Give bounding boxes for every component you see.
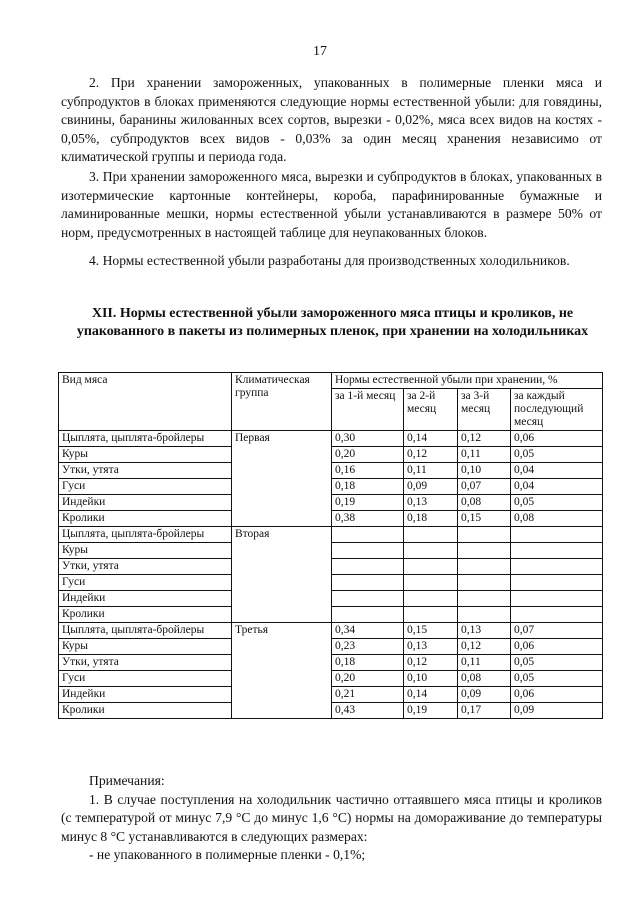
cell-next: 0,08 xyxy=(511,511,603,527)
cell-meat: Цыплята, цыплята-бройлеры xyxy=(59,623,232,639)
cell-next xyxy=(511,591,603,607)
note-item-2: - не упакованного в полимерные пленки - 0,1%; xyxy=(89,847,366,863)
cell-m3 xyxy=(458,575,511,591)
cell-meat: Утки, утята xyxy=(59,655,232,671)
cell-meat: Гуси xyxy=(59,671,232,687)
note-item-1: 1. В случае поступления на холодильник частично оттаявшего мяса птицы и кроликов (с температурой от минус 7,9 °С до минус 1,6 °С) нормы на домораживание до температуры минус 8 °С устанавливаются в следующих размерах: xyxy=(61,791,602,844)
cell-m3 xyxy=(458,607,511,623)
cell-m1: 0,20 xyxy=(332,671,404,687)
cell-meat: Куры xyxy=(59,543,232,559)
header-meat: Вид мяса xyxy=(59,373,232,431)
cell-m3: 0,15 xyxy=(458,511,511,527)
cell-m3 xyxy=(458,591,511,607)
cell-meat: Куры xyxy=(59,639,232,655)
cell-m2: 0,14 xyxy=(404,431,458,447)
cell-next xyxy=(511,575,603,591)
cell-m1 xyxy=(332,575,404,591)
cell-m3: 0,08 xyxy=(458,671,511,687)
cell-m3 xyxy=(458,543,511,559)
cell-m2: 0,11 xyxy=(404,463,458,479)
cell-m1: 0,18 xyxy=(332,655,404,671)
cell-m3 xyxy=(458,527,511,543)
cell-m2 xyxy=(404,591,458,607)
cell-next: 0,06 xyxy=(511,431,603,447)
cell-next: 0,05 xyxy=(511,671,603,687)
cell-meat: Цыплята, цыплята-бройлеры xyxy=(59,527,232,543)
notes-title: Примечания: xyxy=(89,773,165,788)
cell-meat: Гуси xyxy=(59,479,232,495)
cell-meat: Утки, утята xyxy=(59,559,232,575)
cell-m3: 0,13 xyxy=(458,623,511,639)
cell-m1: 0,34 xyxy=(332,623,404,639)
cell-m2: 0,09 xyxy=(404,479,458,495)
table-row xyxy=(59,623,603,639)
cell-m2: 0,13 xyxy=(404,495,458,511)
cell-m2: 0,10 xyxy=(404,671,458,687)
cell-meat: Индейки xyxy=(59,687,232,703)
header-month1: за 1-й месяц xyxy=(332,389,404,431)
table-header-row xyxy=(59,373,603,389)
cell-next xyxy=(511,607,603,623)
cell-meat: Кролики xyxy=(59,511,232,527)
header-each-next: за каждый последующий месяц xyxy=(511,389,603,431)
table-row xyxy=(59,527,603,543)
cell-meat: Кролики xyxy=(59,703,232,719)
cell-next: 0,06 xyxy=(511,639,603,655)
cell-m3: 0,17 xyxy=(458,703,511,719)
cell-m2 xyxy=(404,559,458,575)
page-number: 17 xyxy=(313,44,327,59)
cell-m1: 0,18 xyxy=(332,479,404,495)
cell-meat: Куры xyxy=(59,447,232,463)
cell-m1: 0,20 xyxy=(332,447,404,463)
cell-m1 xyxy=(332,591,404,607)
cell-m2 xyxy=(404,575,458,591)
cell-climate: Вторая xyxy=(232,527,332,623)
cell-m1: 0,30 xyxy=(332,431,404,447)
cell-m2 xyxy=(404,527,458,543)
cell-m2: 0,15 xyxy=(404,623,458,639)
cell-m2 xyxy=(404,607,458,623)
cell-m1: 0,19 xyxy=(332,495,404,511)
cell-m2: 0,12 xyxy=(404,447,458,463)
section-heading: XII. Нормы естественной убыли замороженного мяса птицы и кроликов, не упакованного в пакеты из полимерных пленок, при хранении на холодильниках xyxy=(76,306,589,339)
cell-m1: 0,21 xyxy=(332,687,404,703)
cell-m1 xyxy=(332,559,404,575)
cell-m2: 0,18 xyxy=(404,511,458,527)
cell-meat: Цыплята, цыплята-бройлеры xyxy=(59,431,232,447)
cell-m2: 0,12 xyxy=(404,655,458,671)
table-row xyxy=(59,431,603,447)
header-climate: Климатическая группа xyxy=(232,373,332,431)
cell-next: 0,04 xyxy=(511,479,603,495)
header-norms: Нормы естественной убыли при хранении, % xyxy=(332,373,603,389)
cell-m3: 0,12 xyxy=(458,431,511,447)
cell-next: 0,05 xyxy=(511,495,603,511)
cell-m1 xyxy=(332,607,404,623)
header-month3: за 3-й месяц xyxy=(458,389,511,431)
cell-m3: 0,07 xyxy=(458,479,511,495)
cell-next: 0,04 xyxy=(511,463,603,479)
cell-m3: 0,11 xyxy=(458,655,511,671)
cell-meat: Кролики xyxy=(59,607,232,623)
norms-table xyxy=(58,372,603,719)
cell-m2: 0,13 xyxy=(404,639,458,655)
cell-m3: 0,10 xyxy=(458,463,511,479)
cell-m3: 0,12 xyxy=(458,639,511,655)
cell-next: 0,05 xyxy=(511,447,603,463)
paragraph-4: 4. Нормы естественной убыли разработаны для производственных холодильников. xyxy=(89,253,570,268)
paragraph-2: 2. При хранении замороженных, упакованных в полимерные пленки мяса и субпродуктов в блоках применяются следующие нормы естественной убыли: для говядины, свинины, баранины жилованных всех сортов, вырезки - 0,02%, мяса всех видов на костях - 0,05%, субпродуктов всех видов - 0,03% за один месяц хранения независимо от климатической группы и периода года. xyxy=(61,75,602,165)
cell-next xyxy=(511,543,603,559)
cell-climate: Первая xyxy=(232,431,332,527)
cell-m1: 0,23 xyxy=(332,639,404,655)
header-month2: за 2-й месяц xyxy=(404,389,458,431)
cell-next: 0,07 xyxy=(511,623,603,639)
cell-m1 xyxy=(332,543,404,559)
cell-meat: Утки, утята xyxy=(59,463,232,479)
cell-next xyxy=(511,527,603,543)
cell-next: 0,06 xyxy=(511,687,603,703)
cell-m1: 0,43 xyxy=(332,703,404,719)
cell-m2: 0,14 xyxy=(404,687,458,703)
paragraph-3: 3. При хранении замороженного мяса, вырезки и субпродуктов в блоках, упакованных в изотермические картонные контейнеры, короба, парафинированные бумажные и ламинированные мешки, нормы естественной убыли устанавливаются в размере 50% от норм, предусмотренных в настоящей таблице для неупакованных блоков. xyxy=(61,169,602,240)
cell-m3 xyxy=(458,559,511,575)
cell-m1: 0,38 xyxy=(332,511,404,527)
table-body xyxy=(59,431,603,719)
cell-m3: 0,08 xyxy=(458,495,511,511)
cell-meat: Индейки xyxy=(59,495,232,511)
cell-m2 xyxy=(404,543,458,559)
cell-m3: 0,09 xyxy=(458,687,511,703)
cell-meat: Гуси xyxy=(59,575,232,591)
cell-m1 xyxy=(332,527,404,543)
cell-m3: 0,11 xyxy=(458,447,511,463)
cell-m2: 0,19 xyxy=(404,703,458,719)
cell-meat: Индейки xyxy=(59,591,232,607)
cell-next: 0,09 xyxy=(511,703,603,719)
cell-m1: 0,16 xyxy=(332,463,404,479)
cell-next xyxy=(511,559,603,575)
notes-block xyxy=(61,772,602,865)
cell-next: 0,05 xyxy=(511,655,603,671)
cell-climate: Третья xyxy=(232,623,332,719)
